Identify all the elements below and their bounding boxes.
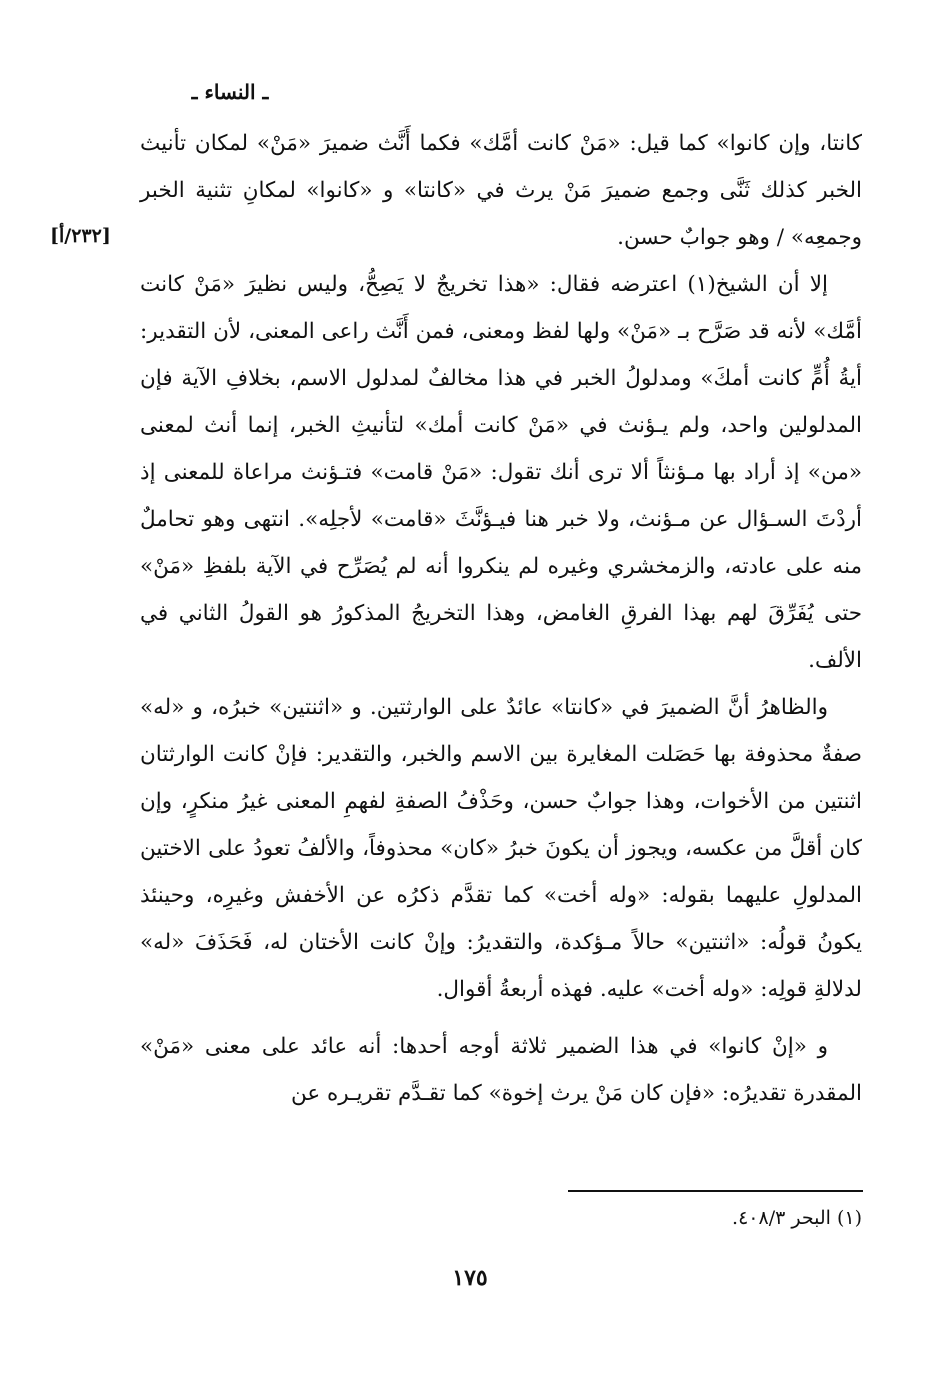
- paragraph-apparent-view: والظاهرُ أنَّ الضميرَ في «كانتا» عائدٌ على الوارثتين. و «اثنتين» خبرُه، و «له» صفةٌ محذوفة بها حَصَلت المغايرة بين الاسم والخبر، والتقدير: فإنْ كانت الوارثتان اثنتين من الأخوات، وهذا جوابٌ حسن، وحَذْفُ الصفةِ لفهمِ المعنى غيرُ منكرٍ، وإن كان أقلَّ من عكسه، ويجوز أن يكونَ خبرُ «كان» محذوفاً، والألفُ تعودُ على الاختين المدلولِ عليهما بقوله: «وله أخت» كما تقدَّم ذكرُه عن الأخفش وغيرِه، وحينئذ يكونُ قولُه: «اثنتين» حالاً مـؤكدة، والتقديرُ: وإنْ كانت الأختان له، فَحَذَفَ «له» لدلالةِ قولِه: «وله أخت» عليه. فهذه أربعةُ أقوال.: [140, 695, 862, 1002]
- footnote: (١) البحر ٤٠٨/٣.: [732, 1207, 862, 1229]
- paragraph-pronoun-aspects: و «إنْ كانوا» في هذا الضمير ثلاثة أوجه أحدها: أنه عائد على معنى «مَنْ» المقدرة تقديرُه: «فإن كان مَنْ يرث إخوة» كما تقـدَّم تقريـره عن: [140, 1034, 862, 1106]
- body-text: [140, 120, 862, 1117]
- page-number: ١٧٥: [452, 1265, 488, 1291]
- paragraph-continuation: كانتا، وإن كانوا» كما قيل: «مَنْ كانت أمَّك» فكما أَنَّث ضميرَ «مَنْ» لمكان تأنيث الخبر كذلك ثَنَّى وجمع ضميرَ مَنْ يرث في «كانتا» و «كانوا» لمكانِ تثنية الخبر وجمعِه» / وهو جوابٌ حسن.: [140, 131, 862, 250]
- running-head: ـ النساء ـ: [191, 80, 269, 104]
- margin-reference: [٢٣٢/أ]: [50, 225, 111, 247]
- footnote-divider: [568, 1190, 863, 1192]
- paragraph-objection: إلا أن الشيخ(١) اعترضه فقال: «هذا تخريجٌ لا يَصِحُّ، وليس نظيرَ «مَنْ كانت أمَّك» لأنه قد صَرَّح بـ «مَنْ» ولها لفظ ومعنى، فمن أَنَّث راعى المعنى، لأن التقدير: أيةُ أُمٍّ كانت أمكَ» ومدلولُ الخبر في هذا مخالفٌ لمدلول الاسم، بخلافِ الآية فإن المدلولين واحد، ولم يـؤنث في «مَنْ كانت أمك» لتأنيثِ الخبر، إنما أنث لمعنى «من» إذ أراد بها مـؤنثاً ألا ترى أنك تقول: «مَنْ قامت» فتـؤنث مراعاة للمعنى إذ أردْتَ السـؤال عن مـؤنث، ولا خبر هنا فيـؤنَّثَ «قامت» لأجلِه». انتهى وهو تحاملٌ منه على عادته، والزمخشري وغيره لم ينكروا أنه لم يُصَرِّح في الآية بلفظِ «مَنْ» حتى يُفَرِّقَ لهم بهذا الفرقِ الغامض، وهذا التخريجُ المذكورُ هو القولُ الثاني في الألف.: [140, 272, 863, 673]
